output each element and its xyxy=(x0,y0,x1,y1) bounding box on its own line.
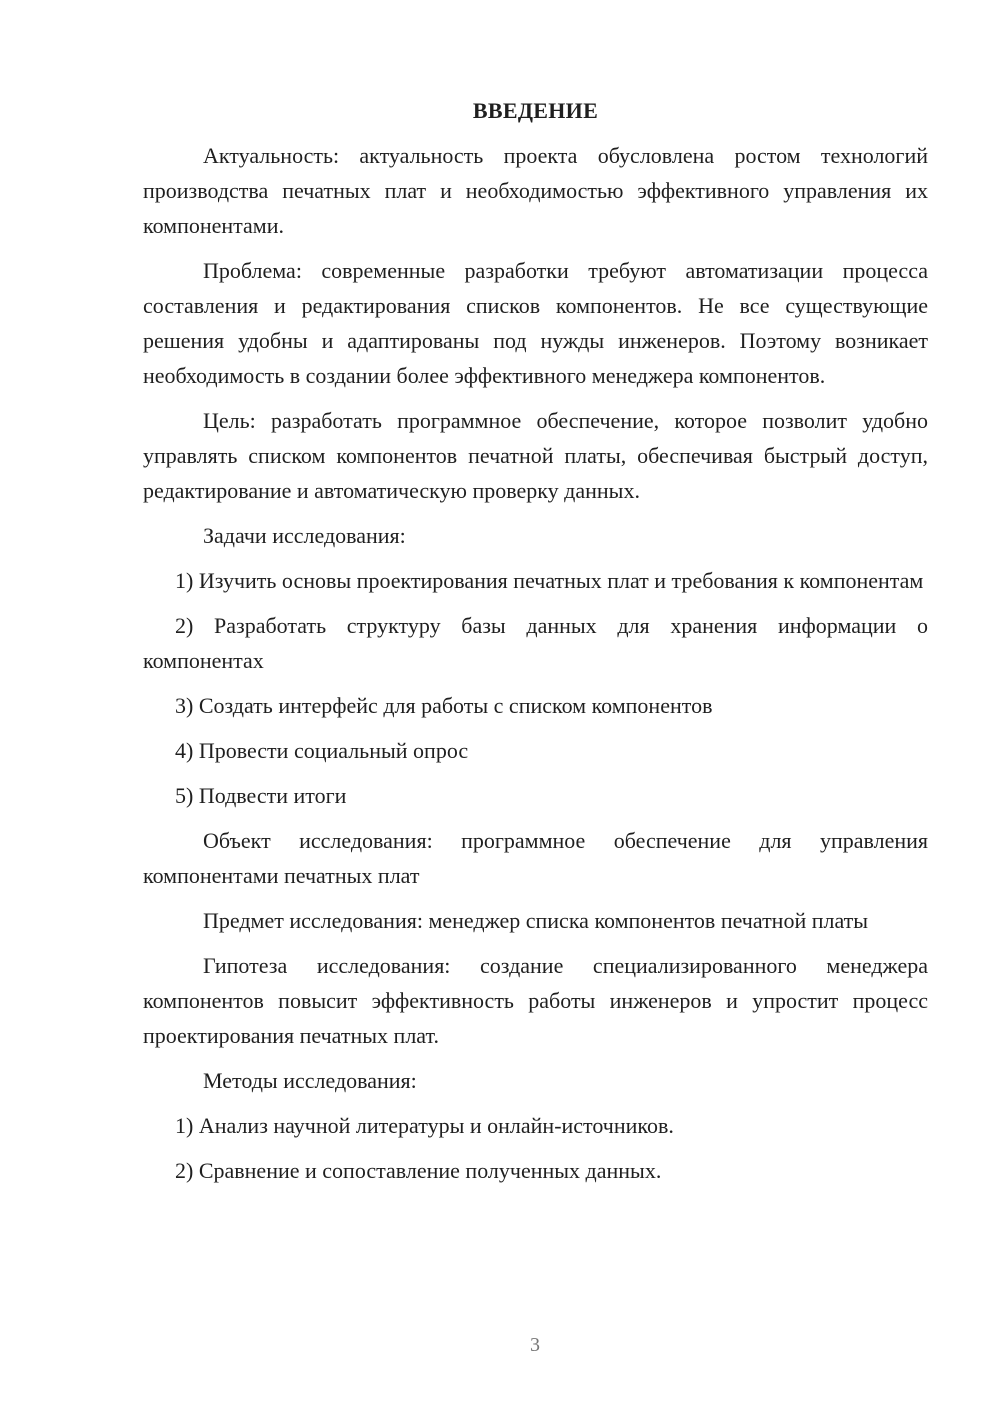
method-item-2: 2) Сравнение и сопоставление полученных данных. xyxy=(175,1158,662,1183)
hypothesis-paragraph: Гипотеза исследования: создание специализированного менеджера компонентов повысит эффективность работы инженеров и упростит процесс проектирования печатных плат. xyxy=(143,953,928,1048)
task-item-1: 1) Изучить основы проектирования печатных плат и требования к компонентам xyxy=(175,568,924,593)
methods-heading: Методы исследования: xyxy=(203,1068,417,1093)
goal-paragraph: Цель: разработать программное обеспечение, которое позволит удобно управлять списком компонентов печатной платы, обеспечивая быстрый доступ, редактирование и автоматическую проверку данных. xyxy=(143,408,928,503)
page-content xyxy=(143,93,928,1198)
method-item-1: 1) Анализ научной литературы и онлайн-источников. xyxy=(175,1113,674,1138)
section-title: ВВЕДЕНИЕ xyxy=(472,98,599,123)
task-item-5: 5) Подвести итоги xyxy=(175,783,347,808)
subject-paragraph: Предмет исследования: менеджер списка компонентов печатной платы xyxy=(203,908,869,933)
task-item-2: 2) Разработать структуру базы данных для хранения информации о компонентах xyxy=(143,613,928,673)
task-item-4: 4) Провести социальный опрос xyxy=(175,738,469,763)
page-number: 3 xyxy=(530,1334,540,1356)
object-paragraph: Объект исследования: программное обеспечение для управления компонентами печатных плат xyxy=(143,828,928,888)
task-item-3: 3) Создать интерфейс для работы с списком компонентов xyxy=(175,693,713,718)
problem-paragraph: Проблема: современные разработки требуют автоматизации процесса составления и редактирования списков компонентов. Не все существующие решения удобны и адаптированы под нужды инженеров. Поэтому возникает необходимость в создании более эффективного менеджера компонентов. xyxy=(143,258,928,388)
tasks-heading: Задачи исследования: xyxy=(203,523,406,548)
relevance-paragraph: Актуальность: актуальность проекта обусловлена ростом технологий производства печатных плат и необходимостью эффективного управления их компонентами. xyxy=(143,143,928,238)
